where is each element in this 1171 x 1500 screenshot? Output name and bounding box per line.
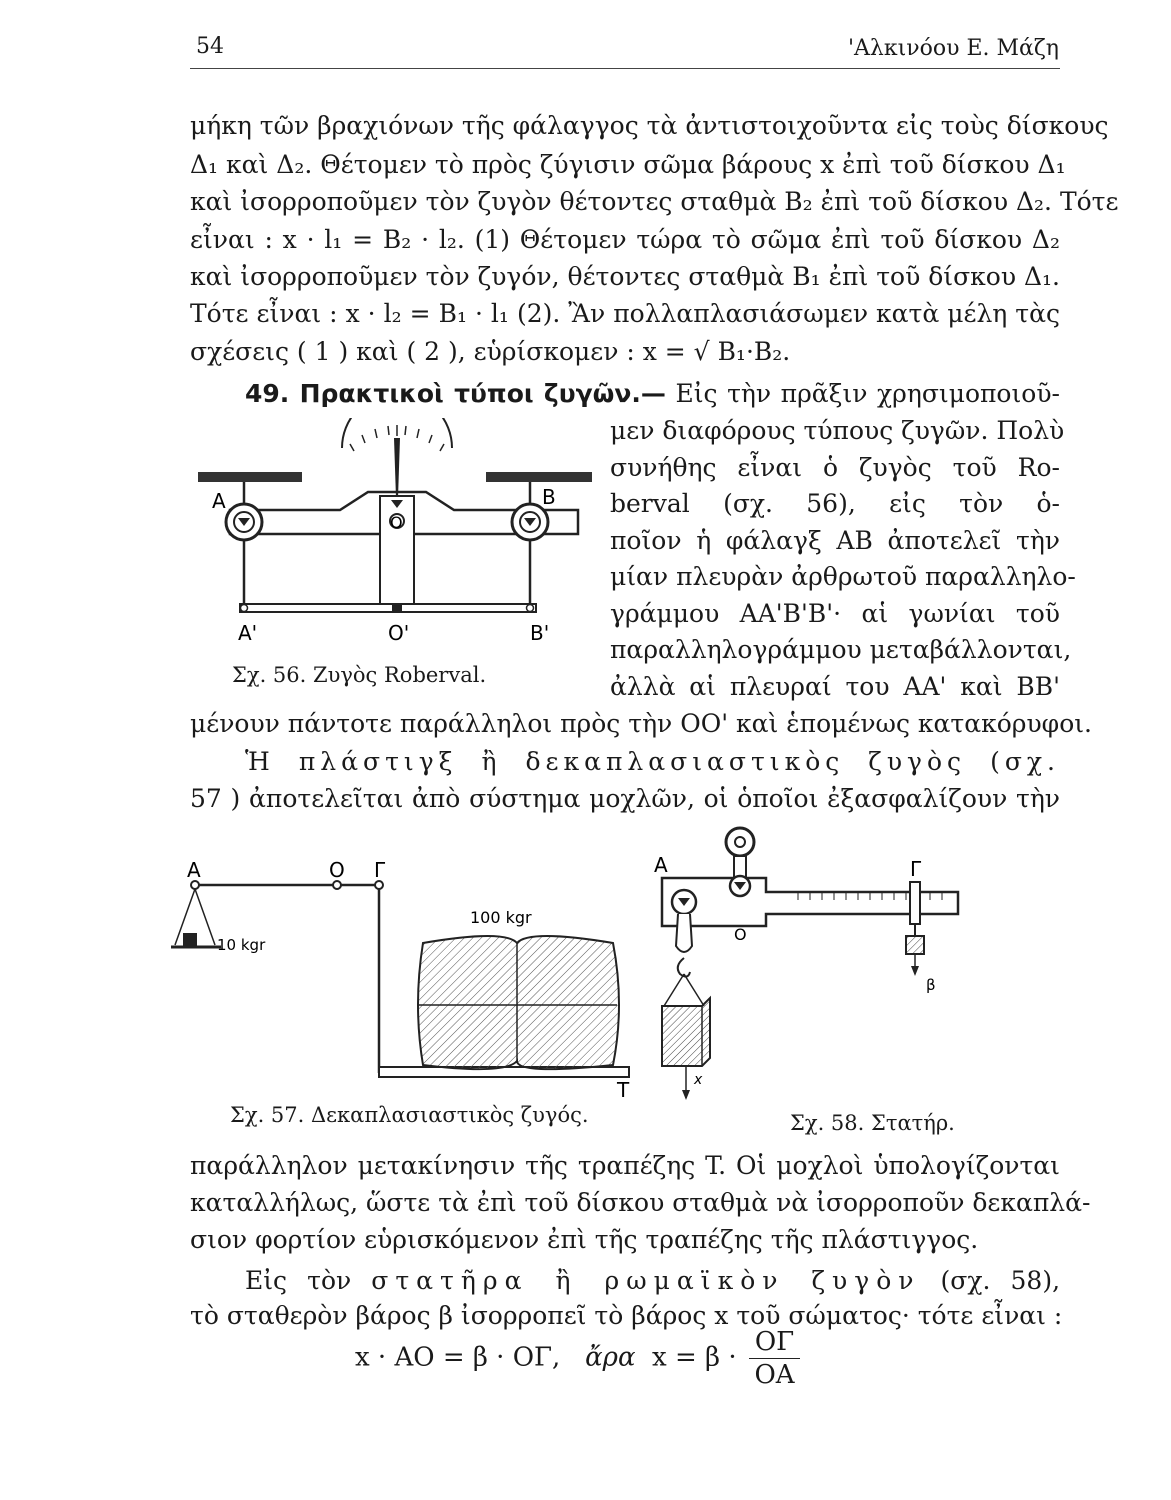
fraction-numerator: OΓ bbox=[749, 1326, 800, 1359]
paragraph-1-line: Τότε εἶναι : x · l₂ = B₁ · l₁ (2). Ἂν πολλαπλασιάσωμεν κατὰ μέλη τὰς bbox=[190, 299, 1060, 328]
figure-57-decimal-balance bbox=[165, 855, 645, 1105]
paragraph-1-line: Δ₁ καὶ Δ₂. Θέτομεν τὸ πρὸς ζύγισιν σῶμα βάρους x ἐπὶ τοῦ δίσκου Δ₁ bbox=[190, 150, 1066, 179]
paragraph-2-line: σιον φορτίον εὑρισκόμενον ἐπὶ τῆς τραπέζης τῆς πλάστιγγος. bbox=[190, 1225, 979, 1254]
formula-left: x · AO = β · OΓ, bbox=[355, 1342, 561, 1373]
section-heading: 49. Πρακτικοὶ τύποι ζυγῶν.— bbox=[245, 379, 666, 408]
joint-A bbox=[226, 482, 262, 540]
small-weight-label: 10 kgr bbox=[217, 936, 266, 954]
paragraph-1-line: καὶ ἰσορροποῦμεν τὸν ζυγόν, θέτοντες σταθμὰ B₁ ἐπὶ τοῦ δίσκου Δ₁. bbox=[190, 262, 1060, 291]
label-B-prime: B' bbox=[530, 621, 550, 645]
label-x: x bbox=[694, 1072, 703, 1088]
body-x bbox=[662, 998, 710, 1066]
load-100kgr bbox=[418, 936, 619, 1069]
paragraph-2-line: καταλλήλως, ὥστε τὰ ἐπὶ τοῦ δίσκου σταθμὰ νὰ ἰσορροποῦν δεκαπλά- bbox=[190, 1188, 1091, 1217]
figure-58-caption: Σχ. 58. Στατήρ. bbox=[790, 1111, 955, 1135]
label-A: A bbox=[187, 858, 201, 882]
pan-B bbox=[486, 472, 592, 482]
section-49-line: μίαν πλευρὰν ἀρθρωτοῦ παραλληλο- bbox=[610, 562, 1076, 591]
paragraph-1-line: σχέσεις ( 1 ) καὶ ( 2 ), εὑρίσκομεν : x = √ B₁·B₂. bbox=[190, 337, 791, 366]
pan-A bbox=[198, 472, 302, 482]
paragraph-3-first-line bbox=[245, 1265, 1060, 1297]
weight-b bbox=[906, 936, 924, 954]
section-49-line: ἀλλὰ αἱ πλευραί του AA' καὶ BB' bbox=[610, 672, 1060, 701]
formula bbox=[355, 1326, 800, 1391]
fraction-denominator: OA bbox=[754, 1360, 795, 1390]
paragraph-1-line: μήκη τῶν βραχιόνων τῆς φάλαγγος τὰ ἀντιστοιχοῦντα εἰς τοὺς δίσκους bbox=[190, 111, 1109, 140]
platform-T bbox=[379, 1067, 629, 1077]
section-49-line: μεν διαφόρους τύπους ζυγῶν. Πολὺ bbox=[610, 416, 1065, 445]
plastigx-line: 57 ) ἀποτελεῖται ἀπὸ σύστημα μοχλῶν, οἱ ὁποῖοι ἐξασφαλίζουν τὴν bbox=[190, 784, 1060, 813]
rider-G bbox=[910, 882, 920, 924]
formula-fraction bbox=[749, 1326, 800, 1391]
formula-mid: ἄρα bbox=[585, 1342, 636, 1373]
paragraph-1-line: καὶ ἰσορροποῦμεν τὸν ζυγὸν θέτοντες σταθμὰ B₂ ἐπὶ τοῦ δίσκου Δ₂. Τότε bbox=[190, 187, 1119, 216]
label-A: A bbox=[654, 853, 668, 877]
section-49-first-line-rest: Εἰς τὴν πρᾶξιν χρησιμοποιοῦ- bbox=[675, 379, 1060, 408]
paragraph-3-line: τὸ σταθερὸν βάρος β ἰσορροπεῖ τὸ βάρος x τοῦ σώματος· τότε εἶναι : bbox=[190, 1301, 1063, 1330]
paragraph-1-line: εἶναι : x · l₁ = B₂ · l₂. (1) Θέτομεν τώρα τὸ σῶμα ἐπὶ τοῦ δίσκου Δ₂ bbox=[190, 225, 1060, 254]
figure-57-caption: Σχ. 57. Δεκαπλασιαστικὸς ζυγός. bbox=[230, 1103, 589, 1127]
label-G: Γ bbox=[374, 858, 386, 882]
running-head-author: 'Αλκινόου Ε. Μάζη bbox=[847, 36, 1059, 61]
label-b: β bbox=[926, 976, 936, 994]
header-rule bbox=[190, 68, 1060, 69]
paragraph-2-line: παράλληλον μετακίνησιν τῆς τραπέζης T. Οἱ μοχλοὶ ὑπολογίζονται bbox=[190, 1151, 1060, 1180]
lower-bar bbox=[240, 604, 536, 612]
section-49-line: ποῖον ἡ φάλαγξ AB ἀποτελεῖ τὴν bbox=[610, 526, 1060, 555]
label-A: A bbox=[212, 489, 226, 513]
pointer-needle bbox=[394, 438, 400, 498]
section-49-line: παραλληλογράμμου μεταβάλλονται, bbox=[610, 635, 1072, 664]
section-49-first-line bbox=[245, 378, 1060, 410]
label-T: T bbox=[617, 1078, 630, 1102]
label-O: O bbox=[329, 858, 345, 882]
paragraph-3-spaced-term: στατῆρα ἢ ρωμαϊκὸν ζυγὸν bbox=[371, 1266, 921, 1295]
label-B: B bbox=[542, 485, 556, 509]
formula-right: x = β · bbox=[652, 1342, 737, 1373]
label-O: O bbox=[390, 513, 403, 532]
label-A-prime: A' bbox=[238, 621, 258, 645]
figure-58-steelyard bbox=[648, 822, 978, 1100]
label-O: O bbox=[734, 925, 747, 944]
paragraph-3-lead: Εἰς τὸν bbox=[245, 1266, 352, 1295]
load-label: 100 kgr bbox=[470, 908, 532, 927]
figure-56-caption: Σχ. 56. Ζυγὸς Roberval. bbox=[232, 663, 487, 687]
small-weight bbox=[183, 933, 197, 947]
section-49-line: berval (σχ. 56), εἰς τὸν ὁ- bbox=[610, 489, 1060, 518]
section-49-line: συνήθης εἶναι ὁ ζυγὸς τοῦ Ro- bbox=[610, 453, 1060, 482]
label-O-prime: O' bbox=[388, 621, 410, 645]
figure-56-roberval-balance bbox=[190, 418, 600, 650]
plastigx-line: Ἡ πλάστιγξ ἢ δεκαπλασιαστικὸς ζυγὸς (σχ. bbox=[245, 747, 1060, 776]
page-number: 54 bbox=[196, 34, 224, 59]
section-49-full-line: μένουν πάντοτε παράλληλοι πρὸς τὴν OO' καὶ ἑπομένως κατακόρυφοι. bbox=[190, 709, 1092, 738]
paragraph-3-ref: (σχ. 58), bbox=[940, 1266, 1061, 1295]
section-49-line: γράμμου AA'B'B'· αἱ γωνίαι τοῦ bbox=[610, 599, 1060, 628]
label-G: Γ bbox=[910, 857, 922, 881]
